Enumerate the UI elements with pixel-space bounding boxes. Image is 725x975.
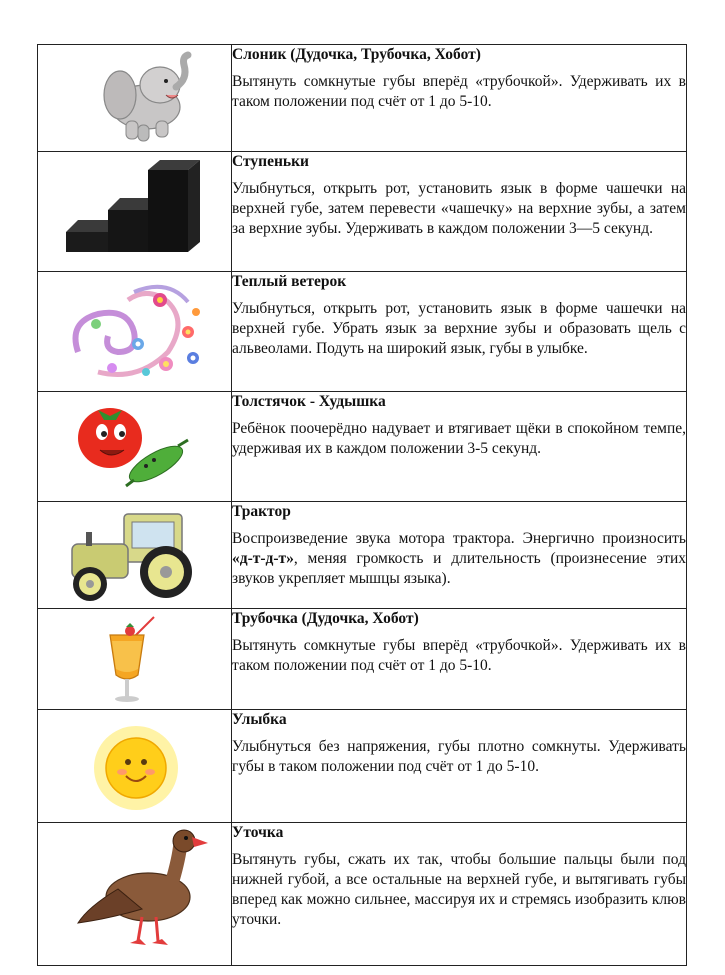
picture-cell	[38, 823, 232, 966]
picture-cell	[38, 152, 232, 272]
picture-cell	[38, 609, 232, 710]
table-row	[38, 152, 687, 272]
table-row	[38, 502, 687, 609]
cocktail-icon	[38, 609, 231, 710]
swirl-flowers-icon	[38, 272, 231, 392]
text-cell	[232, 272, 687, 392]
picture-cell	[38, 45, 232, 152]
duck-icon	[38, 823, 231, 966]
table-row	[38, 710, 687, 823]
exercise-title: Трактор	[232, 503, 291, 520]
text-cell	[232, 152, 687, 272]
table-row	[38, 609, 687, 710]
exercise-description: Вытянуть губы, сжать их так, чтобы большие пальцы были под нижней губой, а все остальные на верхней губе, и вытягивать губы вперед как можно сильнее, массируя их и стремясь изобразить клюв уточки.	[232, 851, 686, 928]
stairs-icon	[38, 152, 231, 272]
exercise-title: Толстячок - Худышка	[232, 393, 386, 410]
exercise-title: Ступеньки	[232, 153, 309, 170]
elephant-icon	[38, 45, 231, 152]
text-cell	[232, 392, 687, 502]
exercise-title: Теплый ветерок	[232, 273, 347, 290]
exercise-description: Улыбнуться без напряжения, губы плотно сомкнуты. Удерживать губы в таком положении под счёт от 1 до 5-10.	[232, 738, 686, 775]
exercise-description: Вытянуть сомкнутые губы вперёд «трубочкой». Удерживать их в таком положении под счёт от 1 до 5-10.	[232, 73, 686, 110]
text-after: , меняя громкость и длительность (произнесение этих звуков укрепляет мышцы языка).	[232, 550, 686, 587]
tractor-icon	[38, 502, 231, 609]
text-before: Воспроизведение звука мотора трактора. Энергично произносить	[232, 530, 686, 547]
text-cell	[232, 823, 687, 966]
exercise-description	[232, 529, 686, 589]
picture-cell	[38, 392, 232, 502]
exercise-description: Улыбнуться, открыть рот, установить язык в форме чашечки на верхней губе. Убрать язык за верхние зубы и образовать щель с альвеолами. Подуть на широкий язык, губы в улыбке.	[232, 300, 686, 357]
exercise-title: Уточка	[232, 824, 284, 841]
exercise-table	[37, 44, 687, 966]
table-row	[38, 823, 687, 966]
table-row	[38, 392, 687, 502]
tomato-cucumber-icon	[38, 392, 231, 502]
picture-cell	[38, 502, 232, 609]
picture-cell	[38, 710, 232, 823]
exercise-description: Улыбнуться, открыть рот, установить язык в форме чашечки на верхней губе, затем перевести «чашечку» на верхние зубы, а затем за верхние зубы. Удерживать в каждом положении 3—5 секунд.	[232, 180, 686, 237]
exercise-description: Ребёнок поочерёдно надувает и втягивает щёки в спокойном темпе, удерживая их в каждом положении 3-5 секунд.	[232, 420, 686, 457]
table-row	[38, 272, 687, 392]
sun-icon	[38, 710, 231, 823]
text-cell	[232, 609, 687, 710]
exercise-title: Улыбка	[232, 711, 287, 728]
text-cell	[232, 502, 687, 609]
exercise-description: Вытянуть сомкнутые губы вперёд «трубочкой». Удерживать их в таком положении под счёт от 1 до 5-10.	[232, 637, 686, 674]
text-cell	[232, 710, 687, 823]
picture-cell	[38, 272, 232, 392]
sound-pattern: «д-т-д-т»	[232, 550, 294, 567]
exercise-title: Слоник (Дудочка, Трубочка, Хобот)	[232, 46, 481, 63]
text-cell	[232, 45, 687, 152]
table-row	[38, 45, 687, 152]
exercise-title: Трубочка (Дудочка, Хобот)	[232, 610, 419, 627]
